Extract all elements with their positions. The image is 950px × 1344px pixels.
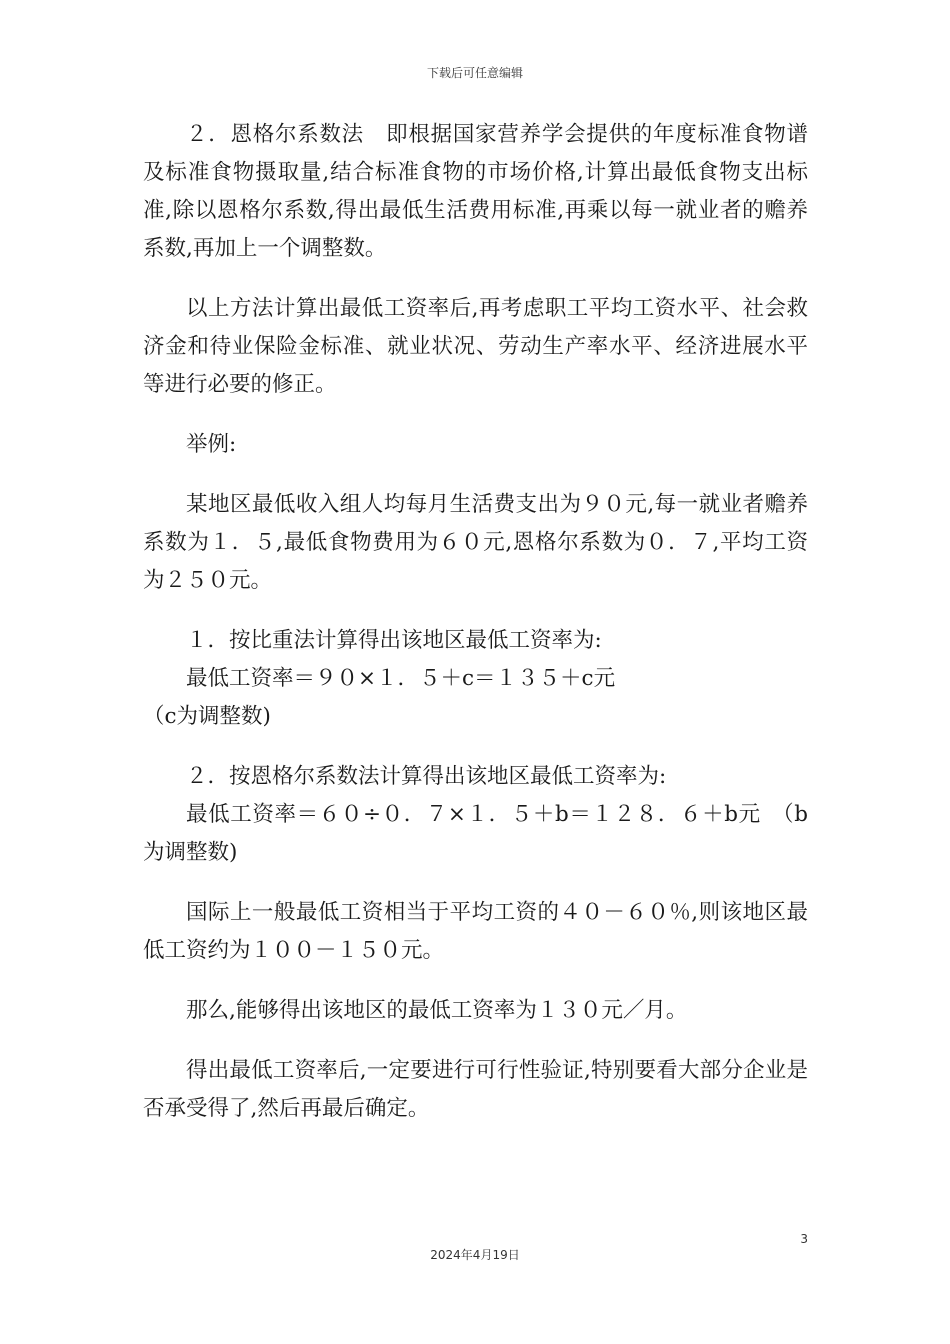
paragraph-engel-method: ２．恩格尔系数法 即根据国家营养学会提供的年度标准食物谱及标准食物摄取量,结合标准食物的市场价格,计算出最低食物支出标准,除以恩格尔系数,得出最低生活费用标准,再乘以每一就业者的赡养系数,再加上一个调整数。 bbox=[143, 122, 808, 261]
paragraph-example-data: 某地区最低收入组人均每月生活费支出为９０元,每一就业者赡养系数为１．５,最低食物费用为６０元,恩格尔系数为０．７,平均工资为２５０元。 bbox=[143, 492, 808, 593]
document-body bbox=[143, 116, 808, 1150]
example2-formula: 最低工资率＝６０÷０．７×１．５＋b＝１２８．６＋b元 （b为调整数) bbox=[143, 802, 808, 865]
paragraph-correction: 以上方法计算出最低工资率后,再考虑职工平均工资水平、社会救济金和待业保险金标准、就业状况、劳动生产率水平、经济进展水平等进行必要的修正。 bbox=[143, 296, 808, 397]
page-header: 下载后可任意编辑 bbox=[426, 66, 523, 80]
paragraph-example-heading: 举例: bbox=[186, 432, 237, 457]
example1-formula: 最低工资率＝９０×１．５＋c＝１３５＋c元 bbox=[186, 666, 616, 691]
paragraph-result: 那么,能够得出该地区的最低工资率为１３０元／月。 bbox=[186, 998, 688, 1023]
example1-note: （c为调整数) bbox=[143, 704, 271, 729]
page-footer-date: 2024年4月19日 bbox=[430, 1248, 520, 1262]
example1-title: １．按比重法计算得出该地区最低工资率为: bbox=[186, 628, 602, 653]
example2-title: ２．按恩格尔系数法计算得出该地区最低工资率为: bbox=[186, 764, 667, 789]
paragraph-verification: 得出最低工资率后,一定要进行可行性验证,特别要看大部分企业是否承受得了,然后再最后确定。 bbox=[143, 1058, 808, 1121]
paragraph-international: 国际上一般最低工资相当于平均工资的４０－６０％,则该地区最低工资约为１００－１５０元。 bbox=[143, 900, 808, 963]
page-number: 3 bbox=[800, 1232, 808, 1246]
